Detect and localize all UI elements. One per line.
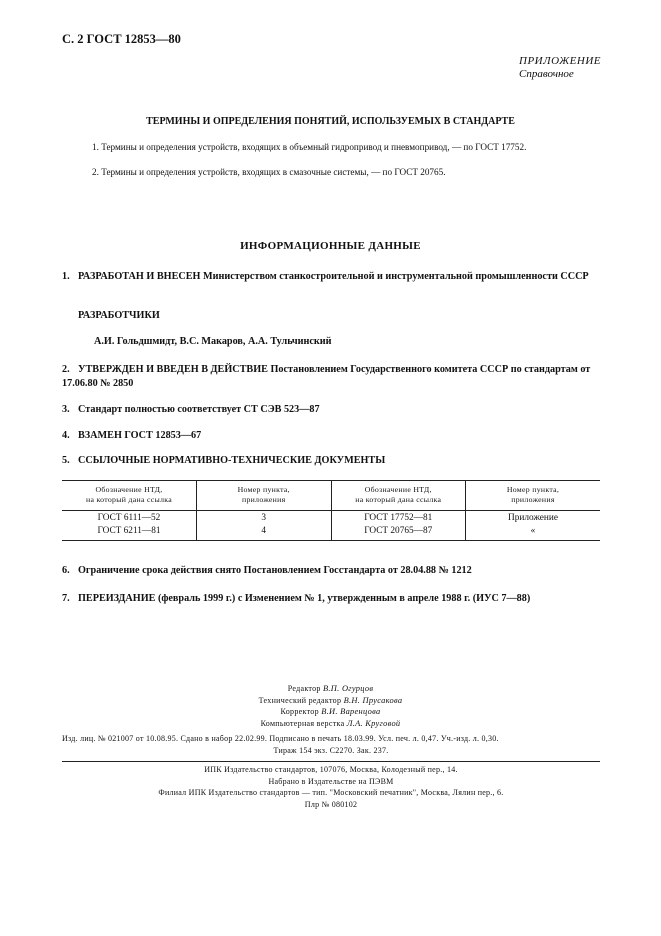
info-item-7-text: ПЕРЕИЗДАНИЕ (февраль 1999 г.) с Изменением № 1, утвержденным в апреле 1988 г. (ИУС 7—88): [78, 593, 531, 604]
page-header: С. 2 ГОСТ 12853—80: [62, 32, 181, 46]
info-item-1-number: 1.: [62, 271, 70, 282]
table-cell: ГОСТ 20765—87: [331, 524, 466, 541]
info-item-3: [62, 403, 600, 417]
publishing-line-3: ИПК Издательство стандартов, 107076, Москва, Колодезный пер., 14.: [204, 765, 458, 774]
info-item-5-text: ССЫЛОЧНЫЕ НОРМАТИВНО-ТЕХНИЧЕСКИЕ ДОКУМЕНТЫ: [78, 455, 386, 466]
publishing-line-6: Плр № 080102: [304, 799, 358, 809]
publishing-line-1: Изд. лиц. № 021007 от 10.08.95. Сдано в набор 22.02.99. Подписано в печать 18.03.99. Усл. печ. л. 0,47. Уч.-изд. л. 0,30.: [62, 734, 499, 743]
publisher-info: [62, 764, 600, 810]
info-item-5: [62, 454, 600, 468]
info-item-6: [62, 564, 600, 578]
table-cell: «: [466, 524, 601, 541]
info-item-3-number: 3.: [62, 404, 70, 415]
info-item-4-number: 4.: [62, 430, 70, 441]
credits-block: [0, 683, 661, 729]
table-row: [62, 511, 600, 525]
publishing-block: [62, 733, 600, 756]
info-item-5-number: 5.: [62, 455, 70, 466]
info-item-2-text: УТВЕРЖДЕН И ВВЕДЕН В ДЕЙСТВИЕ Постановлением Государственного комитета СССР по стандартам от 17.06.80 № 2850: [62, 364, 591, 389]
table-row: [62, 524, 600, 541]
info-item-3-text: Стандарт полностью соответствует СТ СЭВ 523—87: [78, 404, 320, 415]
publishing-line-5: Филиал ИПК Издательство стандартов — тип. "Московский печатник", Москва, Лялин пер., 6.: [158, 788, 504, 797]
table-cell: 3: [197, 511, 332, 525]
credit-line: Редактор В.П. Огурцов: [287, 684, 374, 693]
table-header-row: [62, 481, 600, 511]
reference-documents-table: [62, 480, 600, 541]
terms-title: ТЕРМИНЫ И ОПРЕДЕЛЕНИЯ ПОНЯТИЙ, ИСПОЛЬЗУЕМЫХ В СТАНДАРТЕ: [146, 116, 515, 127]
table-header-cell: Обозначение НТД, на который дана ссылка: [331, 481, 466, 511]
appendix-subtitle: Справочное: [519, 68, 574, 80]
info-title: ИНФОРМАЦИОННЫЕ ДАННЫЕ: [240, 240, 421, 252]
table-header-cell: Номер пункта, приложения: [466, 481, 601, 511]
table-header-cell: Номер пункта, приложения: [197, 481, 332, 511]
developers-names: А.И. Гольдшмидт, В.С. Макаров, А.А. Тульчинский: [94, 336, 332, 347]
table-cell: ГОСТ 6211—81: [62, 524, 197, 541]
info-item-6-number: 6.: [62, 565, 70, 576]
info-item-7-number: 7.: [62, 593, 70, 604]
appendix-label: [519, 55, 601, 81]
table-cell: ГОСТ 6111—52: [97, 513, 161, 523]
info-item-2-number: 2.: [62, 364, 70, 375]
publishing-line-4: Набрано в Издательстве на ПЭВМ: [268, 776, 394, 786]
developers-label: РАЗРАБОТЧИКИ: [78, 310, 160, 321]
divider: [62, 761, 600, 762]
info-item-7: [62, 592, 600, 606]
info-item-1: [62, 270, 600, 284]
table-cell: ГОСТ 17752—81: [331, 511, 466, 525]
table-header-cell: Обозначение НТД, на который дана ссылка: [62, 481, 197, 511]
terms-paragraph-2: 2. Термины и определения устройств, входящих в смазочные системы, — по ГОСТ 20765.: [92, 167, 446, 177]
credit-line: Корректор В.И. Варенцова: [280, 707, 381, 716]
table-cell: 4: [197, 524, 332, 541]
credit-line: Компьютерная верстка Л.А. Круговой: [260, 718, 401, 728]
table-cell: Приложение: [466, 511, 601, 525]
appendix-title: ПРИЛОЖЕНИЕ: [519, 55, 601, 67]
info-item-1-text: РАЗРАБОТАН И ВНЕСЕН Министерством станкостроительной и инструментальной промышленности СССР: [78, 271, 589, 282]
credit-line: Технический редактор В.Н. Прусакова: [258, 695, 403, 705]
terms-paragraph-1: 1. Термины и определения устройств, входящих в объемный гидропривод и пневмопривод, — по ГОСТ 17752.: [92, 142, 527, 152]
info-item-4: [62, 429, 600, 443]
info-item-2: [62, 363, 600, 390]
publishing-line-2: Тираж 154 экз. С2270. Зак. 237.: [273, 745, 389, 755]
info-item-6-text: Ограничение срока действия снято Постановлением Госстандарта от 28.04.88 № 1212: [78, 565, 472, 576]
info-item-4-text: ВЗАМЕН ГОСТ 12853—67: [78, 430, 202, 441]
